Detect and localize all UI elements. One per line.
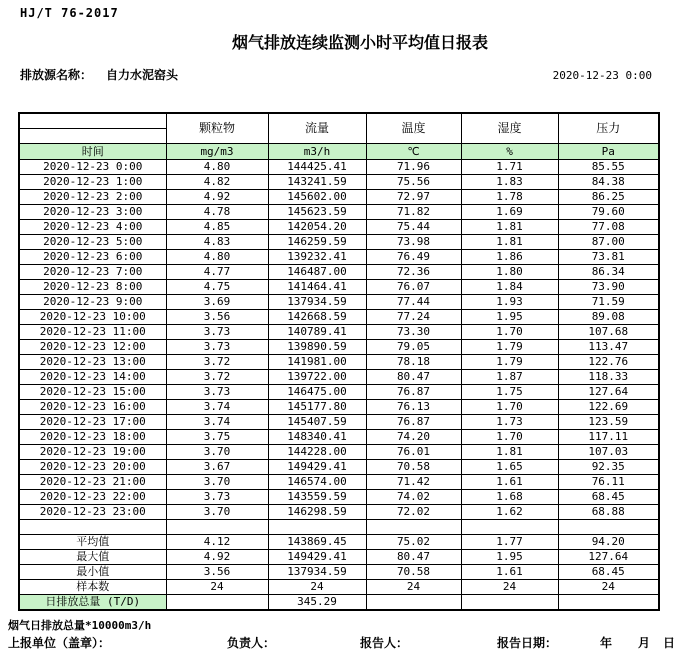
value-cell: 143241.59 [268,175,366,190]
value-cell: 75.56 [366,175,461,190]
time-cell: 2020-12-23 20:00 [19,460,166,475]
value-cell: 4.80 [166,250,268,265]
value-cell: 1.83 [461,175,558,190]
value-cell: 1.95 [461,310,558,325]
value-cell: 143559.59 [268,490,366,505]
value-cell: 76.13 [366,400,461,415]
value-cell: 24 [461,580,558,595]
value-cell: 3.75 [166,430,268,445]
table-row [19,295,659,310]
table-row [19,325,659,340]
table-row [19,175,659,190]
time-cell: 2020-12-23 10:00 [19,310,166,325]
value-cell: 24 [166,580,268,595]
table-row [19,430,659,445]
header-row [19,113,659,144]
value-cell: 71.82 [366,205,461,220]
value-cell: 123.59 [558,415,659,430]
value-cell: 1.81 [461,235,558,250]
value-cell [366,520,461,535]
value-cell: 1.71 [461,160,558,175]
value-cell: 1.87 [461,370,558,385]
summary-row [19,535,659,550]
value-cell: 137934.59 [268,565,366,580]
value-cell: 72.02 [366,505,461,520]
col-header-humidity: 湿度 [461,113,558,144]
value-cell: 1.70 [461,430,558,445]
value-cell: 77.44 [366,295,461,310]
value-cell: 74.02 [366,490,461,505]
table-row [19,250,659,265]
value-cell: 139890.59 [268,340,366,355]
value-cell: 73.90 [558,280,659,295]
value-cell: 76.87 [366,385,461,400]
time-cell: 2020-12-23 19:00 [19,445,166,460]
year-label: 年 [600,636,613,650]
value-cell: 73.30 [366,325,461,340]
monitoring-table [18,112,660,611]
value-cell: 3.73 [166,325,268,340]
value-cell: 149429.41 [268,550,366,565]
value-cell: 68.45 [558,490,659,505]
value-cell: 75.44 [366,220,461,235]
value-cell: 1.84 [461,280,558,295]
value-cell: 122.76 [558,355,659,370]
value-cell: 141981.00 [268,355,366,370]
value-cell [558,595,659,611]
value-cell [461,595,558,611]
value-cell: 1.93 [461,295,558,310]
value-cell: 3.74 [166,415,268,430]
value-cell: 92.35 [558,460,659,475]
table-row [19,490,659,505]
value-cell: 73.81 [558,250,659,265]
value-cell: 146475.00 [268,385,366,400]
value-cell: 76.07 [366,280,461,295]
unit-flow: m3/h [268,144,366,160]
value-cell: 79.60 [558,205,659,220]
report-date-label: 报告日期： [497,636,558,650]
month-label: 月 [638,636,651,650]
value-cell: 4.83 [166,235,268,250]
emission-total-note: 烟气日排放总量*10000m3/h [8,619,152,632]
time-cell: 2020-12-23 22:00 [19,490,166,505]
value-cell: 1.77 [461,535,558,550]
table-row [19,280,659,295]
value-cell: 122.69 [558,400,659,415]
value-cell: 4.12 [166,535,268,550]
summary-label-cell: 样本数 [19,580,166,595]
value-cell: 4.92 [166,190,268,205]
table-row [19,190,659,205]
time-cell: 2020-12-23 6:00 [19,250,166,265]
time-cell: 2020-12-23 4:00 [19,220,166,235]
value-cell: 145407.59 [268,415,366,430]
time-cell: 2020-12-23 16:00 [19,400,166,415]
value-cell: 3.70 [166,475,268,490]
summary-row [19,550,659,565]
value-cell: 77.08 [558,220,659,235]
value-cell: 118.33 [558,370,659,385]
value-cell: 146487.00 [268,265,366,280]
time-cell: 2020-12-23 1:00 [19,175,166,190]
value-cell: 1.79 [461,340,558,355]
value-cell: 4.82 [166,175,268,190]
value-cell: 80.47 [366,370,461,385]
table-row [19,505,659,520]
time-cell: 2020-12-23 14:00 [19,370,166,385]
day-label: 日 [663,636,676,650]
value-cell: 73.98 [366,235,461,250]
value-cell: 76.01 [366,445,461,460]
value-cell: 144425.41 [268,160,366,175]
summary-row [19,580,659,595]
value-cell [366,595,461,611]
value-cell: 107.68 [558,325,659,340]
value-cell: 145623.59 [268,205,366,220]
value-cell: 137934.59 [268,295,366,310]
value-cell: 77.24 [366,310,461,325]
table-row [19,310,659,325]
standard-code: HJ/T 76-2017 [20,6,119,20]
time-cell: 2020-12-23 3:00 [19,205,166,220]
time-header: 时间 [19,144,166,160]
time-cell: 2020-12-23 8:00 [19,280,166,295]
unit-pressure: Pa [558,144,659,160]
value-cell: 1.70 [461,400,558,415]
value-cell: 4.92 [166,550,268,565]
table-row [19,220,659,235]
table-row [19,370,659,385]
value-cell [461,520,558,535]
value-cell: 1.95 [461,550,558,565]
value-cell: 1.62 [461,505,558,520]
value-cell: 4.78 [166,205,268,220]
source-name: 自力水泥窑头 [106,68,179,82]
value-cell: 85.55 [558,160,659,175]
spacer-cell [19,520,166,535]
value-cell: 3.72 [166,355,268,370]
col-header-pressure: 压力 [558,113,659,144]
value-cell: 68.88 [558,505,659,520]
value-cell: 24 [558,580,659,595]
time-cell: 2020-12-23 5:00 [19,235,166,250]
value-cell: 70.58 [366,565,461,580]
value-cell: 146259.59 [268,235,366,250]
time-cell: 2020-12-23 2:00 [19,190,166,205]
value-cell: 3.67 [166,460,268,475]
value-cell: 3.73 [166,385,268,400]
table-row [19,400,659,415]
value-cell: 1.70 [461,325,558,340]
value-cell: 1.68 [461,490,558,505]
value-cell: 84.38 [558,175,659,190]
value-cell: 1.69 [461,205,558,220]
value-cell: 117.11 [558,430,659,445]
value-cell: 72.36 [366,265,461,280]
time-cell: 2020-12-23 12:00 [19,340,166,355]
value-cell: 141464.41 [268,280,366,295]
value-cell: 76.87 [366,415,461,430]
value-cell: 113.47 [558,340,659,355]
value-cell: 1.61 [461,565,558,580]
value-cell: 3.70 [166,445,268,460]
value-cell: 3.56 [166,310,268,325]
value-cell [268,520,366,535]
summary-label-cell: 日排放总量 (T/D) [19,595,166,611]
value-cell: 146298.59 [268,505,366,520]
summary-label-cell: 最小值 [19,565,166,580]
value-cell: 3.70 [166,505,268,520]
value-cell [558,520,659,535]
unit-particulate: mg/m3 [166,144,268,160]
spacer-row [19,520,659,535]
value-cell: 142668.59 [268,310,366,325]
value-cell: 3.74 [166,400,268,415]
value-cell: 71.96 [366,160,461,175]
value-cell: 70.58 [366,460,461,475]
value-cell: 1.86 [461,250,558,265]
time-cell: 2020-12-23 7:00 [19,265,166,280]
unit-temperature: ℃ [366,144,461,160]
value-cell: 89.08 [558,310,659,325]
value-cell: 345.29 [268,595,366,611]
table-row [19,160,659,175]
time-cell: 2020-12-23 18:00 [19,430,166,445]
time-cell: 2020-12-23 9:00 [19,295,166,310]
value-cell: 139232.41 [268,250,366,265]
reporter-label: 报告人： [360,636,409,650]
emission-source [20,66,178,83]
time-header-top-cell [19,113,166,144]
summary-row [19,595,659,611]
value-cell: 4.75 [166,280,268,295]
value-cell: 4.80 [166,160,268,175]
value-cell: 127.64 [558,550,659,565]
col-header-flow: 流量 [268,113,366,144]
table-row [19,445,659,460]
unit-row [19,144,659,160]
summary-label-cell: 平均值 [19,535,166,550]
value-cell: 142054.20 [268,220,366,235]
value-cell: 1.81 [461,220,558,235]
value-cell: 74.20 [366,430,461,445]
time-cell: 2020-12-23 13:00 [19,355,166,370]
table-row [19,340,659,355]
value-cell: 145177.80 [268,400,366,415]
value-cell: 127.64 [558,385,659,400]
value-cell: 1.79 [461,355,558,370]
value-cell: 1.81 [461,445,558,460]
table-row [19,385,659,400]
value-cell: 3.73 [166,340,268,355]
value-cell: 1.80 [461,265,558,280]
time-cell: 2020-12-23 11:00 [19,325,166,340]
table-row [19,235,659,250]
value-cell: 4.77 [166,265,268,280]
value-cell: 1.65 [461,460,558,475]
page-title: 烟气排放连续监测小时平均值日报表 [231,33,488,52]
table-row [19,355,659,370]
split-line [20,114,166,129]
value-cell: 145602.00 [268,190,366,205]
value-cell: 72.97 [366,190,461,205]
value-cell: 148340.41 [268,430,366,445]
value-cell [166,520,268,535]
unit-humidity: % [461,144,558,160]
value-cell: 86.34 [558,265,659,280]
value-cell: 1.73 [461,415,558,430]
value-cell: 1.78 [461,190,558,205]
time-cell: 2020-12-23 0:00 [19,160,166,175]
table-row [19,460,659,475]
value-cell: 139722.00 [268,370,366,385]
value-cell: 144228.00 [268,445,366,460]
value-cell: 24 [268,580,366,595]
responsible-person-label: 负责人： [227,636,276,650]
value-cell: 146574.00 [268,475,366,490]
table-row [19,205,659,220]
value-cell: 3.72 [166,370,268,385]
value-cell: 78.18 [366,355,461,370]
value-cell: 1.61 [461,475,558,490]
value-cell [166,595,268,611]
value-cell: 3.56 [166,565,268,580]
value-cell: 79.05 [366,340,461,355]
value-cell: 94.20 [558,535,659,550]
col-header-particulate: 颗粒物 [166,113,268,144]
value-cell: 149429.41 [268,460,366,475]
source-label: 排放源名称： [20,68,93,82]
summary-label-cell: 最大值 [19,550,166,565]
col-header-temperature: 温度 [366,113,461,144]
value-cell: 76.49 [366,250,461,265]
value-cell: 107.03 [558,445,659,460]
report-datetime: 2020-12-23 0:00 [552,69,652,82]
value-cell: 76.11 [558,475,659,490]
meta-row [20,66,652,83]
value-cell: 87.00 [558,235,659,250]
value-cell: 143869.45 [268,535,366,550]
value-cell: 4.85 [166,220,268,235]
time-cell: 2020-12-23 15:00 [19,385,166,400]
table-row [19,265,659,280]
signature-row [0,634,678,650]
table-row [19,475,659,490]
value-cell: 80.47 [366,550,461,565]
value-cell: 3.69 [166,295,268,310]
time-cell: 2020-12-23 23:00 [19,505,166,520]
time-cell: 2020-12-23 21:00 [19,475,166,490]
summary-row [19,565,659,580]
value-cell: 75.02 [366,535,461,550]
value-cell: 1.75 [461,385,558,400]
value-cell: 71.42 [366,475,461,490]
value-cell: 71.59 [558,295,659,310]
value-cell: 140789.41 [268,325,366,340]
value-cell: 68.45 [558,565,659,580]
table-row [19,415,659,430]
value-cell: 24 [366,580,461,595]
report-unit-label: 上报单位（盖章）： [8,636,111,650]
time-cell: 2020-12-23 17:00 [19,415,166,430]
value-cell: 86.25 [558,190,659,205]
value-cell: 3.73 [166,490,268,505]
